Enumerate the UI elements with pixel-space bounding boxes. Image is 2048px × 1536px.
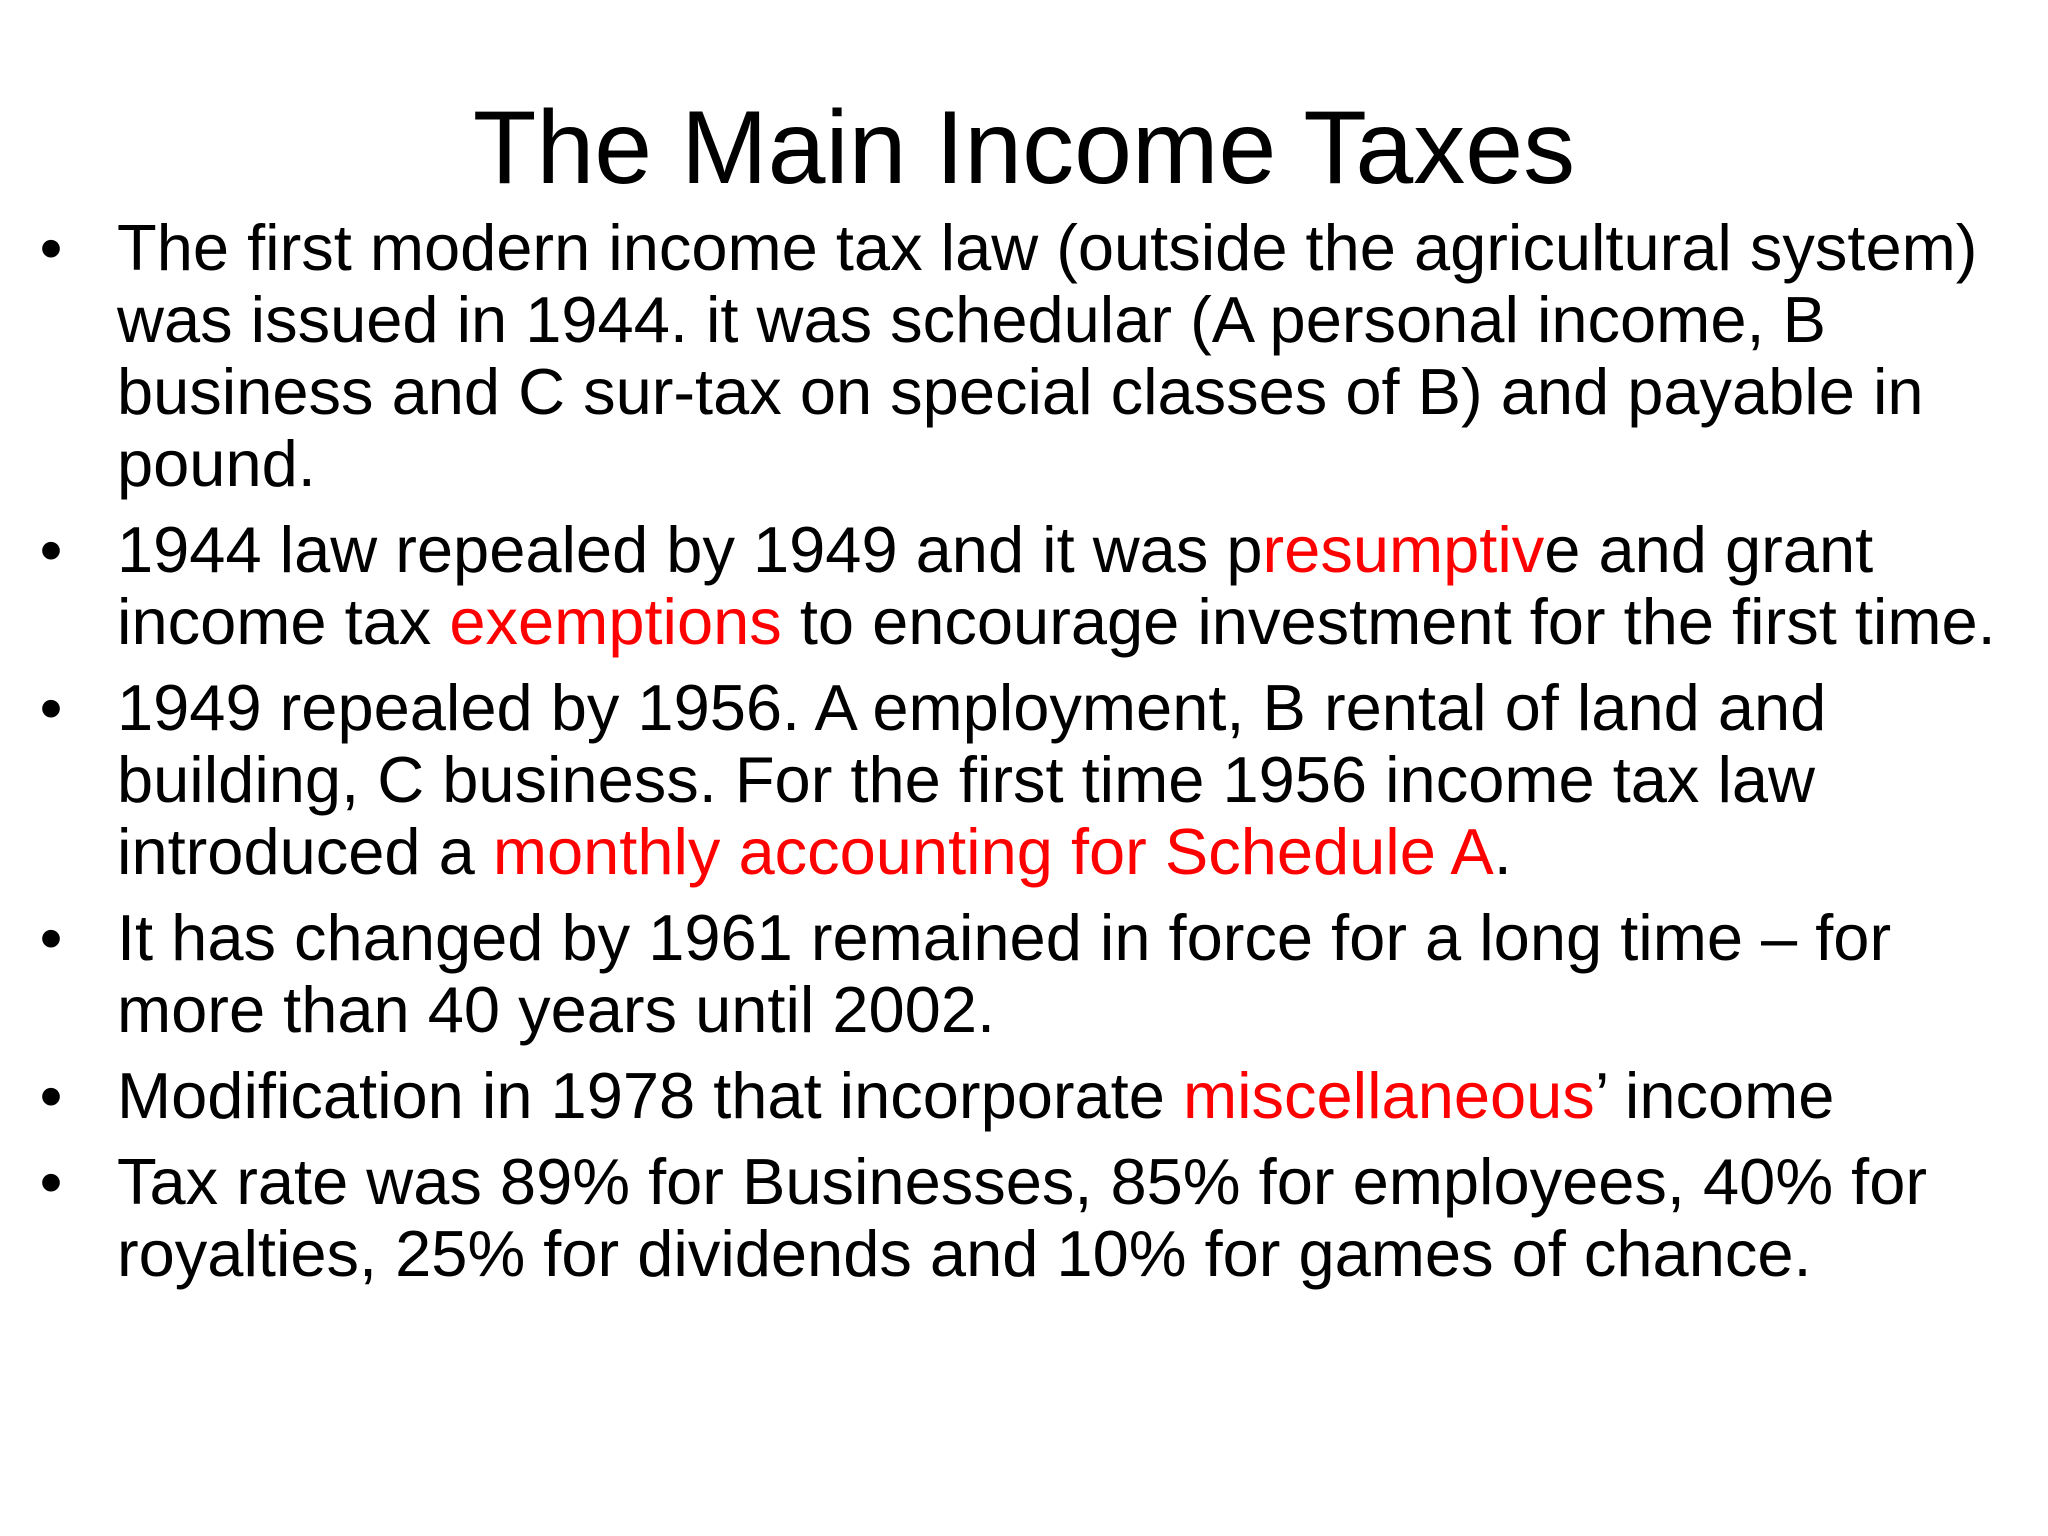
bullet-text: It has changed by 1961 remained in force for a long time – for more than 40 years until 2002. [117,901,1892,1046]
bullet-item [0,902,2048,1046]
bullet-text: 1944 law repealed by 1949 and it was p [117,513,1263,586]
slide-title: The Main Income Taxes [472,90,1576,206]
highlighted-text: resumptiv [1262,513,1545,586]
highlighted-text: miscellaneous [1182,1059,1595,1132]
highlighted-text: monthly accounting for Schedule A [492,815,1494,888]
bullet-dot-icon: • [39,1145,63,1218]
bullet-dot-icon: • [39,901,63,974]
bullet-text: Modification in 1978 that incorporate [117,1059,1183,1132]
bullet-dot-icon: • [39,671,63,744]
bullet-text: . [1493,815,1512,888]
bullet-dot-icon: • [39,211,63,284]
highlighted-text: exemptions [449,585,782,658]
bullet-text: to encourage investment for the first time. [781,585,1996,658]
bullet-item [0,1146,2048,1290]
bullet-text: ’ income [1594,1059,1835,1132]
bullet-text: 1949 repealed by 1956. A employment, B rental of land and building, C business. For the first time 1956 income tax law introduced a [117,671,1827,888]
bullet-dot-icon: • [39,513,63,586]
bullet-text: Tax rate was 89% for Businesses, 85% for employees, 40% for royalties, 25% for dividends and 10% for games of chance. [117,1145,1928,1290]
bullet-item [0,1060,2048,1132]
bullet-dot-icon: • [39,1059,63,1132]
bullet-item [0,672,2048,888]
bullet-item [0,212,2048,500]
bullet-text: The first modern income tax law (outside the agricultural system) was issued in 1944. it was schedular (A personal income, B business and C sur-tax on special classes of B) and payable in pound. [117,211,1978,500]
bullet-item [0,514,2048,658]
bullet-list [0,212,2048,1304]
bullet-text: e and grant income tax [117,513,1874,658]
